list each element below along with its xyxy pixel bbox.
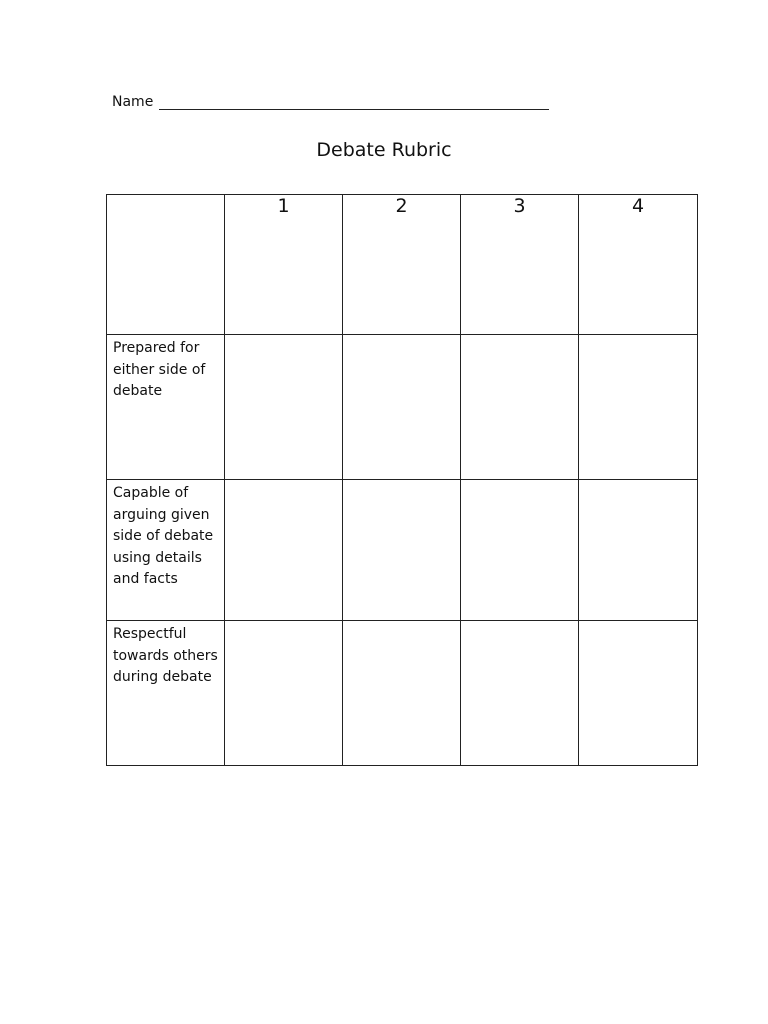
score-cell: [579, 335, 698, 480]
page-title: Debate Rubric: [316, 139, 452, 161]
table-row: [107, 480, 698, 621]
score-cell: [461, 335, 579, 480]
table-row: [107, 621, 698, 766]
score-cell: [579, 621, 698, 766]
score-cell: [461, 480, 579, 621]
corner-cell: [107, 195, 225, 335]
score-cell: [343, 480, 461, 621]
table-row: [107, 335, 698, 480]
score-cell: [225, 335, 343, 480]
score-header-4: 4: [579, 195, 698, 335]
score-cell: [225, 480, 343, 621]
score-header-2: 2: [343, 195, 461, 335]
score-header-1: 1: [225, 195, 343, 335]
score-cell: [343, 621, 461, 766]
criterion-prepared: Prepared for either side of debate: [107, 335, 225, 480]
name-label: Name: [112, 94, 154, 110]
score-cell: [461, 621, 579, 766]
criterion-capable: Capable of arguing given side of debate using details and facts: [107, 480, 225, 621]
score-cell: [343, 335, 461, 480]
name-field: [112, 94, 549, 110]
score-cell: [579, 480, 698, 621]
score-header-3: 3: [461, 195, 579, 335]
score-cell: [225, 621, 343, 766]
rubric-table: [106, 194, 698, 766]
criterion-respectful: Respectful towards others during debate: [107, 621, 225, 766]
rubric-header-row: [107, 195, 698, 335]
name-blank-line: [159, 95, 549, 110]
